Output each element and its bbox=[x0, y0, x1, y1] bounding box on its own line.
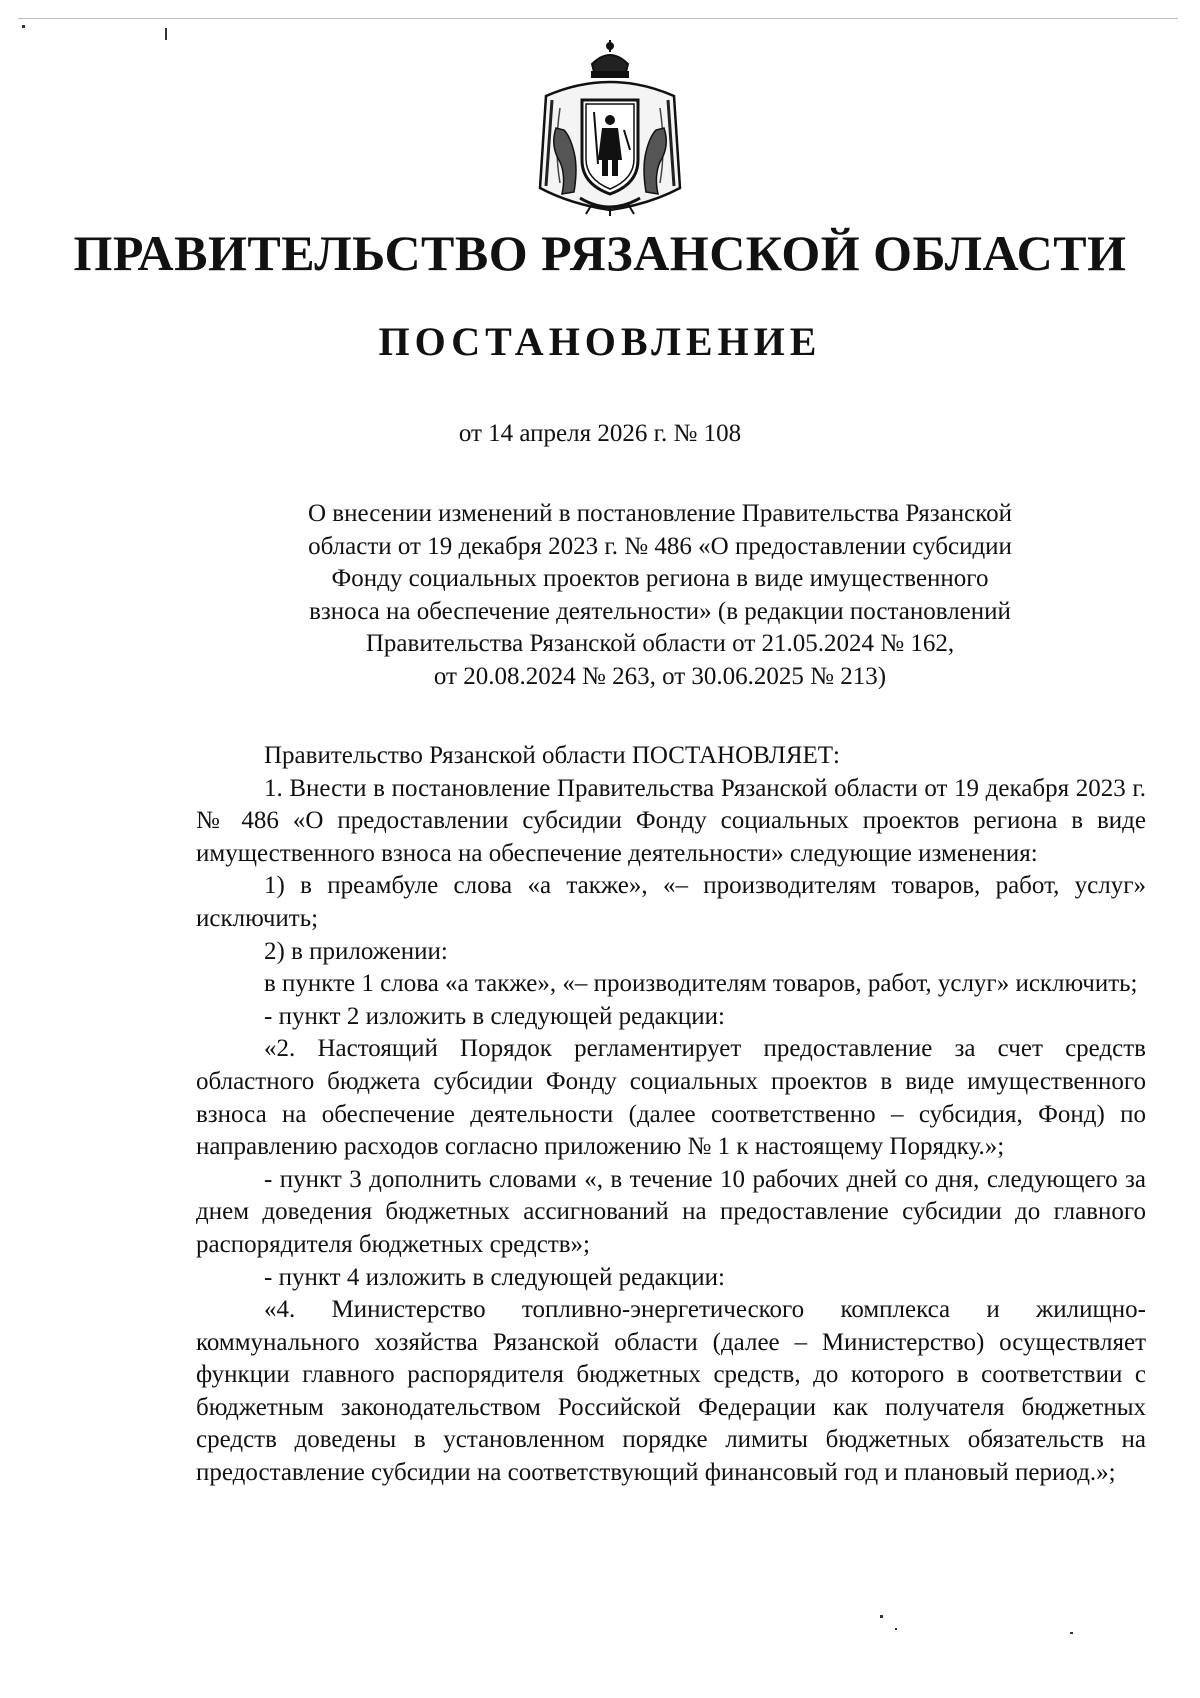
date-number: от 14 апреля 2026 г. № 108 bbox=[458, 420, 742, 447]
subject-line: Правительства Рязанской области от 21.05.2024 № 162, bbox=[365, 630, 955, 657]
body-paragraph: 1) в преамбуле слова «а также», «– производителям товаров, работ, услуг» исключить; bbox=[196, 872, 1146, 932]
crown-icon bbox=[592, 40, 628, 77]
body-paragraph: 1. Внести в постановление Правительства Рязанской области от 19 декабря 2023 г. № 486 «О предоставлении субсидии Фонду социальных проектов региона в виде имущественного взноса на обеспечение деятельности» следующие изменения: bbox=[196, 774, 1146, 867]
body-paragraph: - пункт 4 изложить в следующей редакции: bbox=[264, 1263, 725, 1291]
organization-title: ПРАВИТЕЛЬСТВО РЯЗАНСКОЙ ОБЛАСТИ bbox=[73, 225, 1127, 281]
body-paragraph: в пункте 1 слова «а также», «– производителям товаров, работ, услуг» исключить; bbox=[264, 970, 1138, 998]
subject-block bbox=[260, 498, 1060, 693]
scan-speck bbox=[165, 28, 167, 40]
subject-line: от 20.08.2024 № 263, от 30.06.2025 № 213) bbox=[433, 662, 887, 690]
body-paragraph: - пункт 3 дополнить словами «, в течение 10 рабочих дней со дня, следующего за днем доведения бюджетных ассигнований на предоставление субсидии до главного распорядителя бюджетных средств»; bbox=[196, 1165, 1146, 1258]
body-paragraph: «4. Министерство топливно-энергетического комплекса и жилищно-коммунального хозяйства Рязанской области (далее – Министерство) осуществляет функции главного распорядителя бюджетных средств, до которого в соответствии с бюджетным законодательством Российской Федерации как получателя бюджетных средств доведены в установленном порядке лимиты бюджетных обязательств на предоставление субсидии на соответствующий финансовый год и плановый период.»; bbox=[196, 1296, 1146, 1487]
body-paragraph: «2. Настоящий Порядок регламентирует предоставление за счет средств областного бюджета субсидии Фонду социальных проектов в виде имущественного взноса на обеспечение деятельности (далее соответственно – субсидия, Фонд) по направлению расходов согласно приложению № 1 к настоящему Порядку.»; bbox=[196, 1035, 1146, 1161]
scan-speck bbox=[22, 25, 25, 28]
scan-speck bbox=[1070, 1632, 1073, 1634]
subject-line: Фонду социальных проектов региона в виде имущественного bbox=[331, 565, 989, 592]
scan-top-line bbox=[18, 18, 1178, 19]
subject-line: О внесении изменений в постановление Правительства Рязанской bbox=[307, 500, 1012, 527]
scan-speck bbox=[880, 1615, 883, 1618]
coat-of-arms-emblem bbox=[530, 38, 690, 218]
scan-speck bbox=[895, 1628, 897, 1630]
document-type: ПОСТАНОВЛЕНИЕ bbox=[378, 319, 822, 364]
subject-line: области от 19 декабря 2023 г. № 486 «О предоставлении субсидии bbox=[308, 532, 1012, 560]
body-paragraph: Правительство Рязанской области ПОСТАНОВЛЯЕТ: bbox=[264, 742, 840, 769]
subject-line: взноса на обеспечение деятельности» (в редакции постановлений bbox=[309, 597, 1011, 625]
body-paragraph: - пункт 2 изложить в следующей редакции: bbox=[264, 1002, 725, 1030]
body-paragraph: 2) в приложении: bbox=[264, 937, 448, 965]
document-body bbox=[196, 740, 1146, 1490]
